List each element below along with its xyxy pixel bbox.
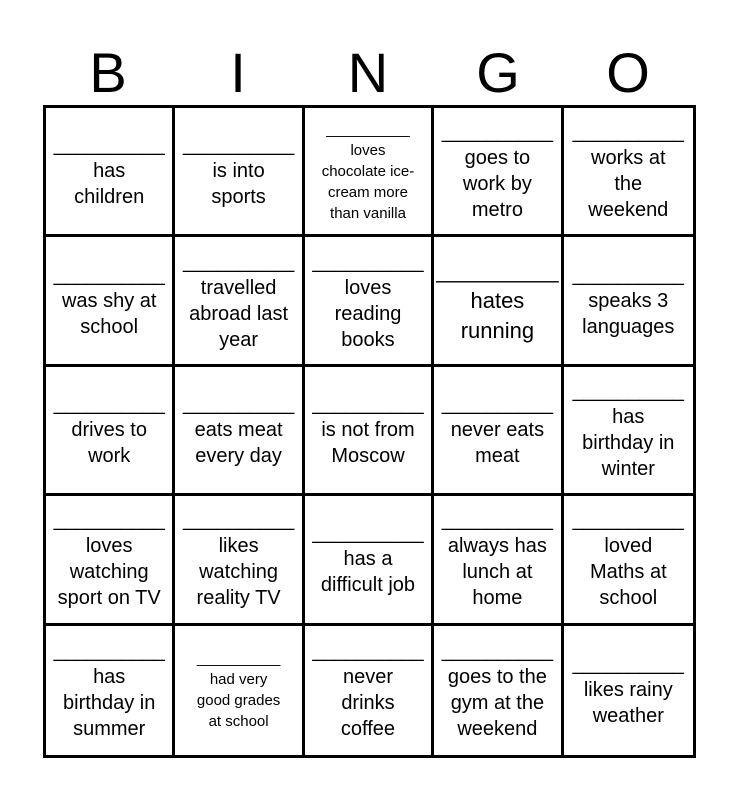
bingo-cell[interactable]: [175, 367, 304, 496]
bingo-cell[interactable]: [305, 367, 434, 496]
bingo-card: [43, 105, 696, 758]
bingo-cell-text: __________ likes watching reality TV: [182, 509, 295, 610]
bingo-cell-text: __________ eats meat every day: [182, 392, 295, 467]
bingo-cell-text: __________ always has lunch at home: [441, 509, 553, 610]
bingo-cell-text: __________ works at the weekend: [572, 121, 684, 222]
bingo-cell-text: __________ loves chocolate ice- cream more than vanilla: [321, 120, 415, 222]
bingo-cell[interactable]: [564, 237, 693, 366]
bingo-cell-text: __________ has a difficult job: [312, 522, 424, 597]
bingo-cell[interactable]: [305, 108, 434, 237]
bingo-cell[interactable]: [175, 237, 304, 366]
bingo-cell-text: __________ has children: [53, 134, 165, 209]
header-letter-o: O: [606, 41, 650, 104]
bingo-cell-text: __________ goes to work by metro: [441, 121, 553, 222]
bingo-cell-text: __________ drives to work: [53, 392, 165, 467]
bingo-cell[interactable]: [305, 237, 434, 366]
bingo-cell[interactable]: [46, 108, 175, 237]
bingo-cell[interactable]: [46, 496, 175, 625]
bingo-cell-text: __________ hates running: [436, 257, 559, 343]
bingo-cell-text: __________ is not from Moscow: [312, 392, 424, 467]
bingo-cell[interactable]: [175, 496, 304, 625]
bingo-cell[interactable]: [46, 626, 175, 755]
bingo-cell[interactable]: [564, 626, 693, 755]
bingo-cell[interactable]: [46, 367, 175, 496]
bingo-cell[interactable]: [434, 626, 563, 755]
bingo-cell[interactable]: [434, 237, 563, 366]
bingo-cell[interactable]: [46, 237, 175, 366]
bingo-cell[interactable]: [175, 626, 304, 755]
bingo-cell-text: __________ has birthday in winter: [572, 379, 684, 480]
header-letter-g: G: [476, 41, 520, 104]
bingo-cell-text: __________ goes to the gym at the weekend: [441, 640, 553, 741]
bingo-cell-text: __________ had very good grades at school: [196, 650, 281, 731]
bingo-cell[interactable]: [434, 496, 563, 625]
bingo-cell-text: __________ was shy at school: [53, 263, 165, 338]
bingo-cell[interactable]: [434, 367, 563, 496]
header-letter-b: B: [89, 41, 127, 104]
bingo-cell[interactable]: [564, 496, 693, 625]
header-letter-i: I: [230, 41, 246, 104]
bingo-cell[interactable]: [175, 108, 304, 237]
bingo-cell[interactable]: [434, 108, 563, 237]
bingo-cell-text: __________ never drinks coffee: [312, 640, 424, 741]
bingo-cell-text: __________ speaks 3 languages: [572, 263, 684, 338]
bingo-cell-text: __________ is into sports: [182, 134, 295, 209]
bingo-cell-text: __________ has birthday in summer: [53, 640, 165, 741]
bingo-cell-text: __________ loved Maths at school: [572, 509, 684, 610]
bingo-cell-text: __________ loves reading books: [312, 250, 424, 351]
header-letter-n: N: [347, 41, 389, 104]
bingo-cell[interactable]: [564, 367, 693, 496]
bingo-cell-text: __________ likes rainy weather: [572, 653, 684, 728]
bingo-cell[interactable]: [305, 626, 434, 755]
bingo-cell[interactable]: [305, 496, 434, 625]
bingo-cell-text: __________ loves watching sport on TV: [53, 509, 165, 610]
bingo-cell[interactable]: [564, 108, 693, 237]
bingo-cell-text: __________ travelled abroad last year: [182, 250, 295, 351]
bingo-cell-text: __________ never eats meat: [441, 392, 553, 467]
bingo-header: [43, 40, 693, 106]
